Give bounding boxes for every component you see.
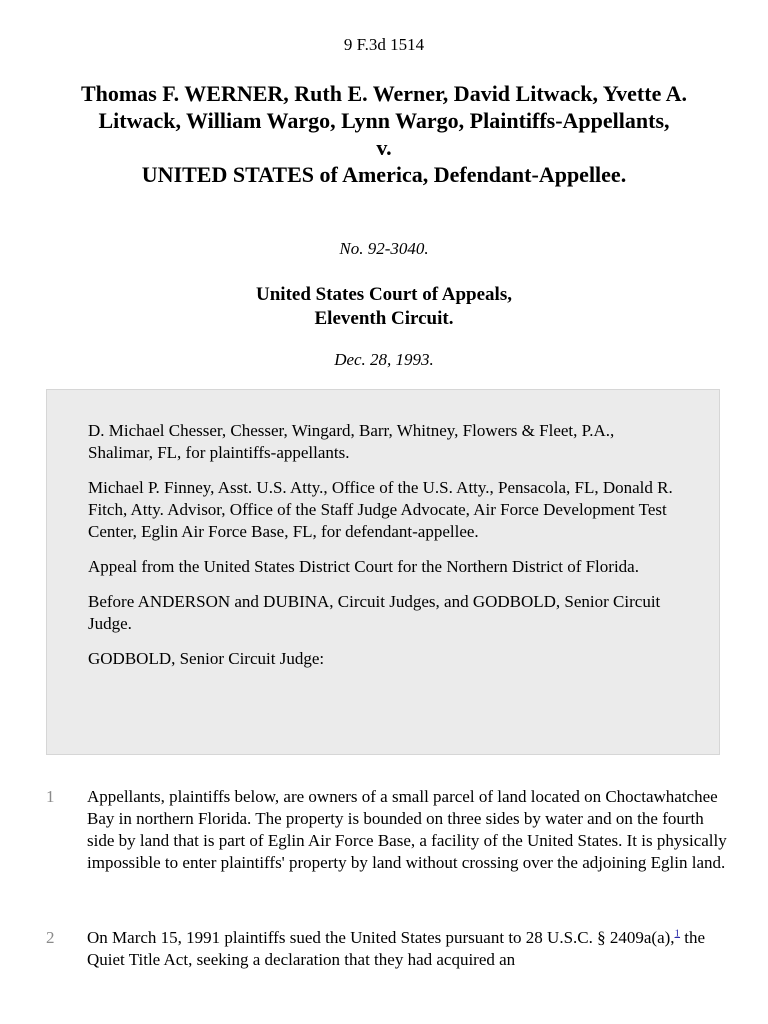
- counsel-appellants: D. Michael Chesser, Chesser, Wingard, Barr, Whitney, Flowers & Fleet, P.A., Shalimar, FL, for plaintiffs-appellants.: [88, 421, 615, 462]
- paragraph-text-part: On March 15, 1991 plaintiffs sued the United States pursuant to 28 U.S.C. § 2409a(a),: [87, 928, 675, 947]
- citation: 9 F.3d 1514: [343, 35, 425, 54]
- counsel-appellee: Michael P. Finney, Asst. U.S. Atty., Office of the U.S. Atty., Pensacola, FL, Donald R. Fitch, Atty. Advisor, Office of the Staff Judge Advocate, Air Force Development Test Center, Eglin Air Force Base, FL, for defendant-appellee.: [88, 478, 673, 541]
- case-parties-title: [40, 80, 728, 188]
- parties-line: Thomas F. WERNER, Ruth E. Werner, David Litwack, Yvette A.: [80, 81, 688, 106]
- court-line: Eleventh Circuit.: [314, 308, 454, 329]
- court-line: United States Court of Appeals,: [256, 284, 512, 305]
- paragraph-text: [87, 927, 727, 971]
- appeal-origin: Appeal from the United States District Court for the Northern District of Florida.: [88, 557, 639, 576]
- opinion-author: GODBOLD, Senior Circuit Judge:: [88, 649, 325, 668]
- paragraph-number: 1: [46, 787, 55, 806]
- paragraph-text: Appellants, plaintiffs below, are owners of a small parcel of land located on Choctawhatchee Bay in northern Florida. The property is bounded on three sides by water and on the fourth side by land that is part of Eglin Air Force Base, a facility of the United States. It is physically impossible to enter plaintiffs' property by land without crossing over the adjoining Eglin land.: [87, 787, 727, 872]
- panel-judges: Before ANDERSON and DUBINA, Circuit Judges, and GODBOLD, Senior Circuit Judge.: [88, 592, 661, 633]
- syllabus-box: [46, 389, 720, 755]
- decision-date: Dec. 28, 1993.: [334, 350, 434, 369]
- court-name: [0, 283, 768, 331]
- paragraph-number: 2: [46, 928, 55, 947]
- parties-line: Litwack, William Wargo, Lynn Wargo, Plaintiffs-Appellants,: [98, 108, 670, 133]
- footnote-link[interactable]: 1: [674, 927, 681, 940]
- parties-line: v.: [376, 135, 392, 160]
- paragraph-text-part: the Quiet Title Act, seeking a declaration that they had acquired an: [87, 928, 706, 969]
- parties-line: UNITED STATES of America, Defendant-Appellee.: [141, 162, 627, 187]
- docket-number: No. 92-3040.: [339, 239, 429, 258]
